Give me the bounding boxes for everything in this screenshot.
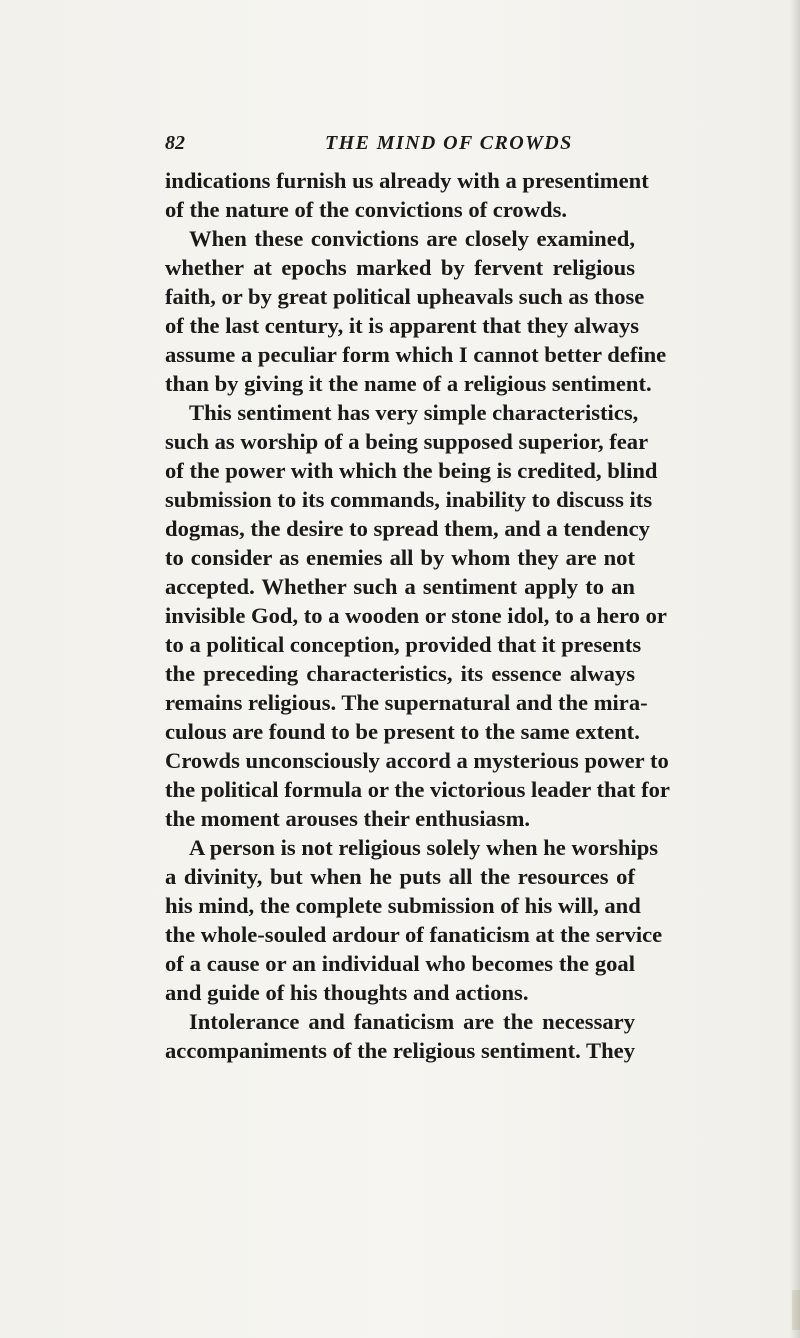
text-line: faith, or by great political upheavals such as those (165, 284, 645, 309)
text-line: than by giving it the name of a religious sentiment. (165, 371, 652, 396)
text-line: accepted. Whether such a sentiment apply to an (165, 574, 635, 599)
page-header (165, 132, 635, 162)
text-line: to consider as enemies all by whom they are not (165, 545, 635, 570)
text-line: remains religious. The supernatural and the mira- (165, 690, 648, 715)
text-line: dogmas, the desire to spread them, and a tendency (165, 516, 650, 541)
paragraph-start-line: This sentiment has very simple characteristics, (189, 400, 639, 425)
page-number: 82 (165, 132, 185, 154)
text-line: the preceding characteristics, its essence always (165, 661, 635, 686)
text-line: a divinity, but when he puts all the resources of (165, 864, 635, 889)
text-line: whether at epochs marked by fervent religious (165, 255, 635, 280)
text-line: invisible God, to a wooden or stone idol, to a hero or (165, 603, 667, 628)
paragraph-start-line: When these convictions are closely examined, (189, 226, 635, 251)
page-edge-shadow (790, 0, 800, 1338)
paragraph-start-line: A person is not religious solely when he worships (189, 835, 659, 860)
text-line: indications furnish us already with a presentiment (165, 168, 649, 193)
paragraph-start-line: Intolerance and fanaticism are the necessary (189, 1009, 635, 1034)
text-line: of the nature of the convictions of crowds. (165, 197, 568, 222)
text-line: accompaniments of the religious sentiment. They (165, 1038, 635, 1063)
text-line: his mind, the complete submission of his will, and (165, 893, 641, 918)
text-line: the political formula or the victorious leader that for (165, 777, 670, 802)
text-line: Crowds unconsciously accord a mysterious power to (165, 748, 669, 773)
text-line: the whole-souled ardour of fanaticism at the service (165, 922, 663, 947)
text-line: of the last century, it is apparent that they always (165, 313, 640, 338)
text-line: the moment arouses their enthusiasm. (165, 806, 531, 831)
text-line: to a political conception, provided that it presents (165, 632, 642, 657)
body-text (165, 166, 670, 1065)
text-line: submission to its commands, inability to discuss its (165, 487, 653, 512)
text-line: assume a peculiar form which I cannot better define (165, 342, 667, 367)
text-line: of the power with which the being is credited, blind (165, 458, 658, 483)
running-head: THE MIND OF CROWDS (325, 132, 573, 154)
text-line: such as worship of a being supposed superior, fear (165, 429, 649, 454)
text-line: culous are found to be present to the same extent. (165, 719, 640, 744)
text-line: of a cause or an individual who becomes the goal (165, 951, 635, 976)
text-line: and guide of his thoughts and actions. (165, 980, 529, 1005)
